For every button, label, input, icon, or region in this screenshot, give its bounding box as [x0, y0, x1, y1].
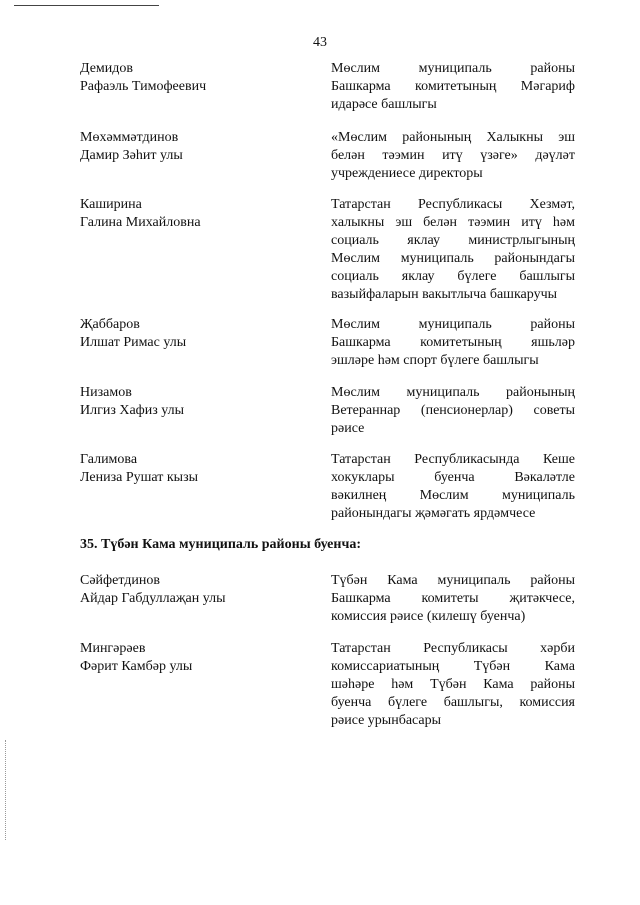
position-title [331, 384, 575, 438]
surname: Сәйфетдинов [80, 573, 160, 588]
section-heading: 35. Түбән Кама муниципаль районы буенча: [80, 537, 361, 552]
person-name [80, 451, 310, 487]
scan-margin-marks [5, 740, 8, 840]
given-name: Айдар Габдуллаҗан улы [80, 591, 226, 606]
surname: Мингәрәев [80, 641, 146, 656]
surname: Галимова [80, 452, 138, 467]
position-line: Башкарма комитеты җитәкчесе, [331, 591, 575, 606]
position-title [331, 451, 575, 523]
surname: Җаббаров [80, 317, 140, 332]
position-line: Түбән Кама муниципаль районы [331, 573, 575, 588]
position-line: районындагы җәмәгать ярдәмчесе [331, 506, 536, 521]
given-name: Илшат Римас улы [80, 335, 187, 350]
position-line: эшләре һәм спорт бүлеге башлыгы [331, 353, 539, 368]
surname: Каширина [80, 197, 142, 212]
position-line: социаль яклау бүлеге башлыгы [331, 269, 575, 284]
surname: Низамов [80, 385, 132, 400]
position-line: халыкны эш белән тәэмин итү һәм [331, 215, 575, 230]
position-line: учреждениесе директоры [331, 166, 483, 181]
position-title [331, 640, 575, 730]
given-name: Лениза Рушат кызы [80, 470, 199, 485]
position-line: шәһәре һәм Түбән Кама районы [331, 677, 575, 692]
position-line: Татарстан Республикасы хәрби [331, 641, 575, 656]
person-name [80, 384, 310, 420]
position-title [331, 60, 575, 114]
person-name [80, 572, 310, 608]
position-line: Ветераннар (пенсионерлар) советы [331, 403, 575, 418]
position-title [331, 129, 575, 183]
position-line: комиссариатының Түбән Кама [331, 659, 575, 674]
position-line: хокуклары буенча Вәкаләтле [331, 470, 575, 485]
position-title [331, 572, 575, 626]
person-name [80, 640, 310, 676]
position-line: Татарстан Республикасында Кеше [331, 452, 575, 467]
given-name: Дамир Зәһит улы [80, 148, 183, 163]
header-rule [14, 5, 159, 6]
position-line: Мөслим муниципаль районындагы [331, 251, 575, 266]
given-name: Илгиз Хафиз улы [80, 403, 185, 418]
person-name [80, 60, 310, 96]
position-line: комиссия рәисе (килешү буенча) [331, 609, 526, 624]
position-line: социаль яклау министрлыгының [331, 233, 575, 248]
person-name [80, 129, 310, 165]
position-line: рәисе урынбасары [331, 713, 442, 728]
position-line: Башкарма комитетының яшьләр [331, 335, 575, 350]
position-line: Мөслим муниципаль районының [331, 385, 575, 400]
given-name: Рафаэль Тимофеевич [80, 79, 207, 94]
person-name [80, 196, 310, 232]
page-number: 43 [313, 35, 327, 50]
person-name [80, 316, 310, 352]
position-title [331, 196, 575, 304]
given-name: Фәрит Камбәр улы [80, 659, 193, 674]
position-line: Мөслим муниципаль районы [331, 317, 575, 332]
position-title [331, 316, 575, 370]
position-line: идарәсе башлыгы [331, 97, 437, 112]
position-line: Мөслим муниципаль районы [331, 61, 575, 76]
given-name: Галина Михайловна [80, 215, 201, 230]
position-line: Татарстан Республикасы Хезмәт, [331, 197, 575, 212]
position-line: рәисе [331, 421, 365, 436]
position-line: Башкарма комитетының Мәгариф [331, 79, 575, 94]
position-line: буенча бүлеге башлыгы, комиссия [331, 695, 575, 710]
position-line: «Мөслим районының Халыкны эш [331, 130, 575, 145]
position-line: вәкилнең Мөслим муниципаль [331, 488, 575, 503]
surname: Мөхәммәтдинов [80, 130, 179, 145]
position-line: белән тәэмин итү үзәге» дәүләт [331, 148, 575, 163]
surname: Демидов [80, 61, 134, 76]
position-line: вазыйфаларын вакытлыча башкаручы [331, 287, 558, 302]
